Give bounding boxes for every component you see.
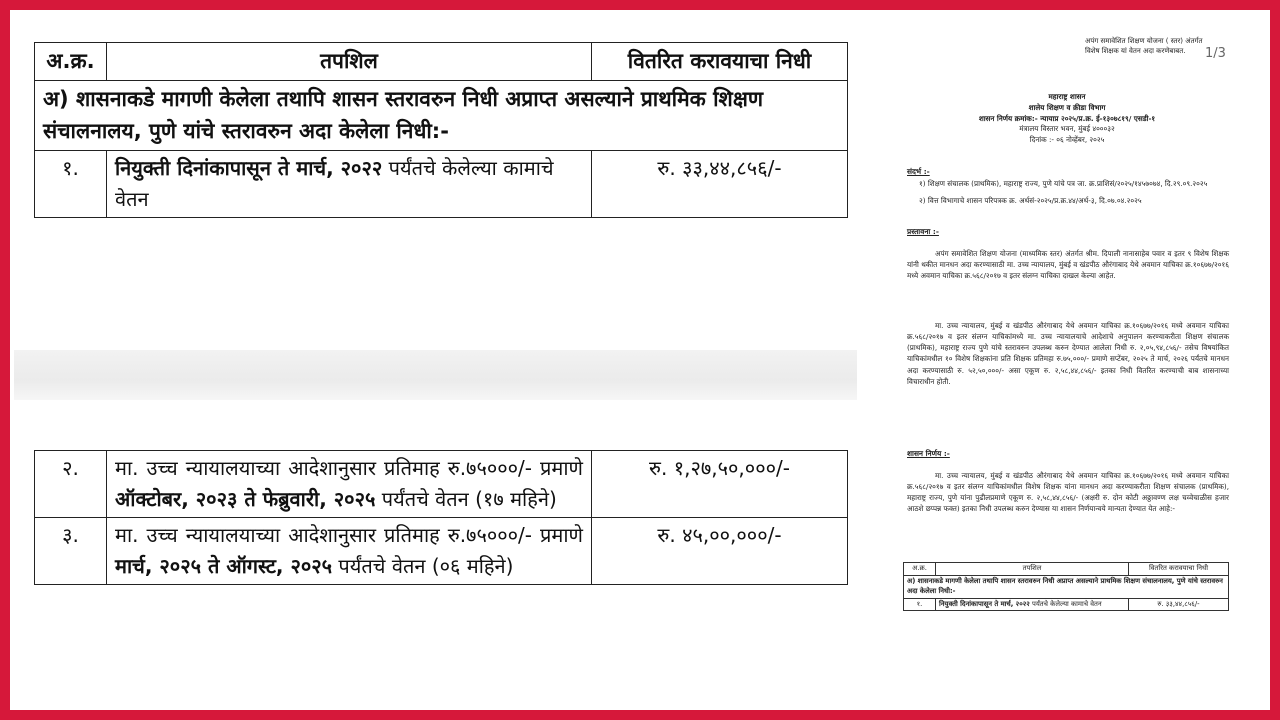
subject-note: अपंग समावेशित शिक्षण योजना ( स्तर) अंतर्गत विशेष शिक्षक यां वेतन अदा करणेबाबत. (1085, 37, 1203, 56)
row-number: २. (35, 451, 107, 518)
header-govt: महाराष्ट्र शासन (1048, 92, 1086, 101)
intro-title: प्रस्तावना :- (907, 227, 939, 236)
row-description (936, 598, 1129, 611)
fund-table-bottom (34, 450, 848, 585)
row-description (107, 451, 592, 518)
zoomed-table-bottom (14, 400, 857, 700)
document-header (893, 92, 1241, 146)
section-a-text: अ) शासनाकडे मागणी केलेला तथापि शासन स्तरावरुन निधी अप्राप्त असल्याने प्राथमिक शिक्षण संचालनालय, पुणे यांचे स्तरावरुन अदा केलेला निधी:- (35, 80, 848, 150)
table-row (35, 518, 848, 585)
row-amount: रु. ३३,४४,८५६/- (592, 150, 848, 217)
row-number: १. (904, 598, 936, 611)
row-description (107, 150, 592, 217)
references-list (919, 178, 1219, 206)
row-description (107, 518, 592, 585)
header-date: दिनांक :- ०६ नोव्हेंबर, २०२५ (1029, 135, 1105, 145)
row-amount: रु. ३३,४४,८५६/- (1129, 598, 1229, 611)
row-desc-bold: नियुक्ती दिनांकापासून ते मार्च, २०२२ (115, 155, 383, 180)
header-details: तपशिल (107, 43, 592, 81)
header-address: मंत्रालय विस्तार भवन, मुंबई ४०००३२ (1019, 124, 1115, 134)
decision-title: शासन निर्णय :- (907, 449, 950, 458)
row-desc-pre: मा. उच्च न्यायालयाच्या आदेशानुसार प्रतिमाह रु.७५०००/- प्रमाणे (115, 523, 583, 547)
table-row (904, 598, 1229, 611)
row-desc-rest: पर्यंतचे केलेल्या कामाचे वेतन (1029, 599, 1102, 608)
row-desc-rest: पर्यंतचे वेतन (०६ महिने) (332, 554, 514, 578)
decision-paragraph: मा. उच्च न्यायालय, मुंबई व खंडपीठ औरंगाबाद येथे अवमान याचिका क्र.१०६७७/२०१६ मध्ये अवमान याचिका क्र.५६८/२०१७ व इतर संलग्न याचिकांमधील विशेष शिक्षक यांना मानधन अदा करण्याकरीता शिक्षण संचालक (प्राथमिक), महाराष्ट्र राज्य, पुणे यांना पुढीलप्रमाणे एकूण रु. २,५८,४४,८५६/- (अक्षरी रु. दोन कोटी अठ्ठावण्ण लक्ष चव्वेचाळीस हजार आठशे छप्पन्न फक्त) इतका निधी उपलब्ध करुन देण्यास या शासन निर्णयान्वये मान्यता देण्यात येत आहे:- (907, 471, 1229, 514)
reference-item: १) शिक्षण संचालक (प्राथमिक), महाराष्ट्र राज्य, पुणे यांचे पत्र जा. क्र.प्राशिसं/२०२५/१४५७०७४, दि.२९.०९.२०२५ (919, 179, 1208, 188)
section-row (35, 80, 848, 150)
section-a-text: अ) शासनाकडे मागणी केलेला तथापि शासन स्तरावरुन निधी अप्राप्त असल्याने प्राथमिक शिक्षण संचालनालय, पुणे यांचे स्तरावरुन अदा केलेला निधी:- (904, 575, 1229, 598)
row-desc-rest: पर्यंतचे वेतन (१७ महिने) (375, 487, 557, 511)
row-desc-rest: पर्यंतचे केलेल्या कामाचे वेतन (115, 155, 554, 211)
row-number: १. (35, 150, 107, 217)
intro-paragraph-1: अपंग समावेशित शिक्षण योजना (माध्यमिक स्तर) अंतर्गत श्रीम. दिपाली नानासाहेब पवार व इतर ९ विशेष शिक्षक यांनी थकीत मानधन अदा करण्यासाठी मा. उच्च न्यायालय, मुंबई व खंडपीठ औरंगाबाद येथे अवमान याचिका क्र.१०६७७/२०१६ मध्ये अवमान याचिका क्र.५६८/२०१७ व इतर संलग्न याचिका दाखल केल्या आहेत. (907, 249, 1229, 281)
row-amount: रु. ४५,००,०००/- (592, 518, 848, 585)
header-details: तपशिल (936, 563, 1129, 576)
row-desc-bold: ऑक्टोबर, २०२३ ते फेब्रुवारी, २०२५ (115, 487, 376, 511)
table-row (35, 150, 848, 217)
document-page (893, 28, 1241, 668)
row-desc-pre: मा. उच्च न्यायालयाच्या आदेशानुसार प्रतिमाह रु.७५०००/- प्रमाणे (115, 456, 583, 480)
page-number: 1/3 (1205, 46, 1226, 61)
fund-table-small (903, 562, 1229, 611)
fund-table-top (34, 42, 848, 218)
row-number: ३. (35, 518, 107, 585)
section-row (904, 575, 1229, 598)
table-row (35, 451, 848, 518)
row-desc-bold: नियुक्ती दिनांकापासून ते मार्च, २०२२ (939, 599, 1030, 608)
header-serial: अ.क्र. (35, 43, 107, 81)
header-department: शालेय शिक्षण व क्रीडा विभाग (1028, 102, 1106, 112)
header-fund: वितरित करावयाचा निधी (1129, 563, 1229, 576)
header-fund: वितरित करावयाचा निधी (592, 43, 848, 81)
row-amount: रु. १,२७,५०,०००/- (592, 451, 848, 518)
divider-band (14, 350, 857, 400)
references-title: संदर्भ :- (907, 167, 930, 176)
zoomed-table-top (14, 10, 857, 350)
header-serial: अ.क्र. (904, 563, 936, 576)
table-header-row (35, 43, 848, 81)
table-header-row (904, 563, 1229, 576)
intro-paragraph-2: मा. उच्च न्यायालय, मुंबई व खंडपीठ औरंगाबाद येथे अवमान याचिका क्र.१०६७७/२०१६ मध्ये अवमान याचिका क्र.५६८/२०१७ व इतर संलग्न याचिकांमध्ये मा. उच्च न्यायालयाचे आदेशाचे अनुपालन करण्याकरीता शिक्षण संचालक (प्राथमिक), महाराष्ट्र राज्य पुणे यांचे स्तरावरुन उपलब्ध करुन देण्यात आलेला निधी रु. २,०५,९४,८५६/- तसेच विषयांकित याचिकांमधील १० विशेष शिक्षकांना प्रति शिक्षक प्रतिमहा रु.७५,०००/- प्रमाणे सप्टेंबर, २०२५ ते मार्च, २०२६ पर्यंतचे मानधन अदा करण्यासाठी रु. ५२,५०,०००/- असा एकूण रु. २,५८,४४,८५६/- इतका निधी वितरित करण्याची बाब शासनाच्या विचाराधीन होती. (907, 321, 1229, 386)
row-desc-bold: मार्च, २०२५ ते ऑगस्ट, २०२५ (115, 554, 333, 578)
reference-item: २) वित्त विभागाचे शासन परिपत्रक क्र. अर्थसं-२०२५/प्र.क्र.४४/अर्थ-३, दि.०७.०४.२०२५ (919, 196, 1142, 206)
header-gr-number: शासन निर्णय क्रमांक:- न्यायाप्र २०२५/प्र.क्र. ई-१३०७८१९/ एसडी-१ (978, 113, 1156, 123)
